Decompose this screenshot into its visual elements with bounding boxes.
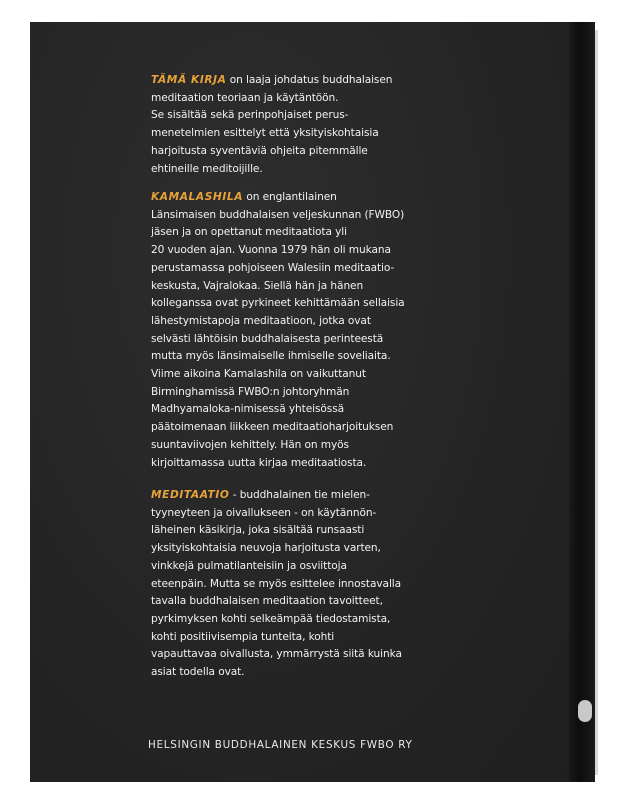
text-line: päätoimenaan liikkeen meditaatioharjoituksen <box>151 421 394 434</box>
publisher-name: HELSINGIN BUDDHALAINEN KESKUS FWBO RY <box>148 739 413 751</box>
text-line: Madhyamaloka-nimisessä yhteisössä <box>151 403 345 416</box>
paragraph-first-line <box>151 487 471 505</box>
text-line: kolleganssa ovat pyrkineet kehittämään sellaisia <box>151 297 405 310</box>
text-line: meditaation teoriaan ja käytäntöön. <box>151 91 339 104</box>
text-line: vinkkejä pulmatilanteisiin ja osviittoja <box>151 559 347 572</box>
text-line: vapauttavaa oivallusta, ymmärrystä siitä kuinka <box>151 648 402 661</box>
first-line-text: on laaja johdatus buddhalaisen <box>226 74 393 86</box>
text-line: mutta myös länsimaiselle ihmiselle soveliaita. <box>151 350 391 363</box>
book-title-keyword: TÄMÄ KIRJA <box>151 74 227 86</box>
spine-edge <box>595 30 598 775</box>
summary-paragraph <box>151 487 471 682</box>
text-line: eteenpäin. Mutta se myös esittelee innostavalla <box>151 577 402 590</box>
text-line: lähestymistapoja meditaatioon, jotka ovat <box>151 314 371 327</box>
text-line: kohti positiivisempia tunteita, kohti <box>151 630 335 643</box>
text-line: Se sisältää sekä perinpohjaiset perus- <box>151 109 349 122</box>
text-line: keskusta, Vajralokaa. Siellä hän ja hänen <box>151 279 364 292</box>
text-line: 20 vuoden ajan. Vuonna 1979 hän oli mukana <box>151 244 391 257</box>
text-line: Birminghamissä FWBO:n johtoryhmän <box>151 385 350 398</box>
text-line: yksityiskohtaisia neuvoja harjoitusta varten, <box>151 542 381 555</box>
description-paragraph <box>151 72 471 178</box>
text-line: harjoitusta syventäviä ohjeita pitemmälle <box>151 144 368 157</box>
text-line: asiat todella ovat. <box>151 666 245 679</box>
book-spine <box>569 22 595 782</box>
topic-keyword: MEDITAATIO <box>151 489 230 501</box>
text-line: kirjoittamassa uutta kirjaa meditaatiosta. <box>151 456 367 469</box>
text-line: selvästi lähtöisin buddhalaisesta perinteestä <box>151 332 384 345</box>
text-line: jäsen ja on opettanut meditaatiota yli <box>151 226 347 239</box>
text-line: pyrkimyksen kohti selkeämpää tiedostamista, <box>151 612 391 625</box>
text-line: Viime aikoina Kamalashila on vaikuttanut <box>151 368 366 381</box>
text-line: ehtineille meditoijille. <box>151 162 263 175</box>
first-line-text: - buddhalainen tie mielen- <box>229 489 370 501</box>
edge-highlight <box>578 700 592 722</box>
text-line: tavalla buddhalaisen meditaation tavoitteet, <box>151 595 383 608</box>
text-line: tyyneyteen ja oivallukseen - on käytännön- <box>151 506 377 519</box>
text-line: suuntaviivojen kehittely. Hän on myös <box>151 438 349 451</box>
first-line-text: on englantilainen <box>243 191 337 203</box>
paragraph-first-line <box>151 189 471 207</box>
text-line: perustamassa pohjoiseen Walesiin meditaatio- <box>151 261 395 274</box>
text-line: Länsimaisen buddhalaisen veljeskunnan (FWBO) <box>151 208 405 221</box>
text-line: läheinen käsikirja, joka sisältää runsaasti <box>151 524 365 537</box>
author-name-keyword: KAMALASHILA <box>151 191 244 203</box>
paragraph-first-line <box>151 72 471 90</box>
author-paragraph <box>151 189 471 472</box>
text-line: menetelmien esittelyt että yksityiskohtaisia <box>151 127 379 140</box>
